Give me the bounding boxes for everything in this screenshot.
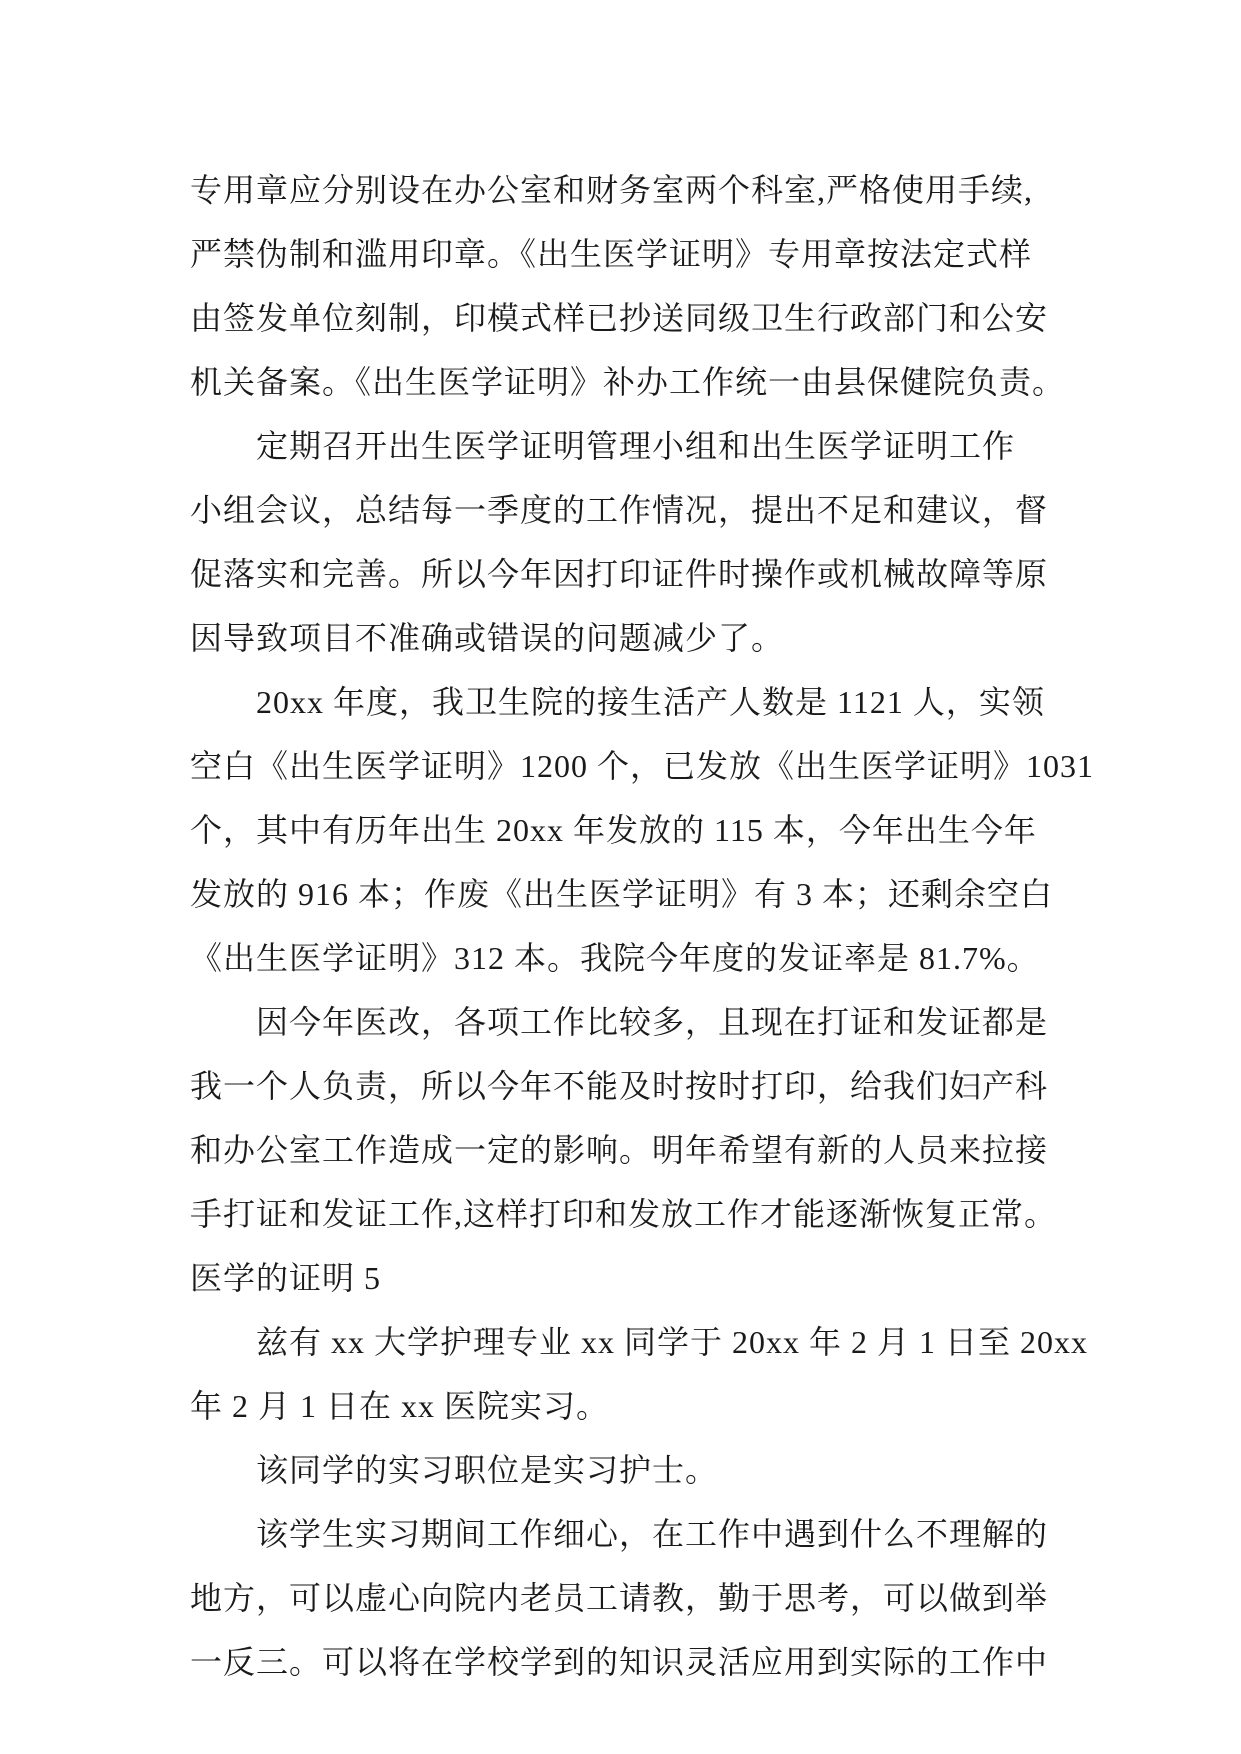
text-line: 年 2 月 1 日在 xx 医院实习。 xyxy=(190,1388,610,1424)
text-line: 和办公室工作造成一定的影响。明年希望有新的人员来拉接 xyxy=(190,1132,1049,1168)
paragraph xyxy=(190,1438,1090,1502)
text-line: 手打证和发证工作,这样打印和发放工作才能逐渐恢复正常。 xyxy=(190,1196,1058,1232)
text-line: 因导致项目不准确或错误的问题减少了。 xyxy=(190,620,785,656)
text-line: 由签发单位刻制，印模式样已抄送同级卫生行政部门和公安 xyxy=(190,300,1049,336)
text-line: 空白《出生医学证明》1200 个，已发放《出生医学证明》1031 xyxy=(190,748,1095,784)
text-line: 严禁伪制和滥用印章。《出生医学证明》专用章按法定式样 xyxy=(190,236,1033,272)
text-line: 促落实和完善。所以今年因打印证件时操作或机械故障等原 xyxy=(190,556,1049,592)
text-line: 20xx 年度，我卫生院的接生活产人数是 1121 人，实领 xyxy=(256,684,1045,720)
text-line: 该学生实习期间工作细心，在工作中遇到什么不理解的 xyxy=(256,1516,1049,1552)
paragraph xyxy=(190,1502,1090,1694)
text-line: 个，其中有历年出生 20xx 年发放的 115 本，今年出生今年 xyxy=(190,812,1037,848)
text-line: 发放的 916 本；作废《出生医学证明》有 3 本；还剩余空白 xyxy=(190,876,1054,912)
paragraph xyxy=(190,1310,1090,1438)
text-line: 地方，可以虚心向院内老员工请教，勤于思考，可以做到举 xyxy=(190,1580,1049,1616)
paragraph xyxy=(190,158,1090,414)
paragraph xyxy=(190,990,1090,1246)
text-line: 我一个人负责，所以今年不能及时按时打印，给我们妇产科 xyxy=(190,1068,1049,1104)
paragraph xyxy=(190,670,1095,990)
text-line: 因今年医改，各项工作比较多，且现在打证和发证都是 xyxy=(256,1004,1049,1040)
text-line: 该同学的实习职位是实习护士。 xyxy=(256,1452,719,1488)
paragraph xyxy=(190,414,1090,670)
text-line: 一反三。可以将在学校学到的知识灵活应用到实际的工作中 xyxy=(190,1644,1049,1680)
section-heading: 医学的证明 5 xyxy=(190,1260,382,1296)
text-line: 专用章应分别设在办公室和财务室两个科室,严格使用手续, xyxy=(190,172,1034,208)
text-line: 定期召开出生医学证明管理小组和出生医学证明工作 xyxy=(256,428,1016,464)
text-line: 兹有 xx 大学护理专业 xx 同学于 20xx 年 2 月 1 日至 20xx xyxy=(256,1324,1089,1360)
text-line: 小组会议，总结每一季度的工作情况，提出不足和建议，督 xyxy=(190,492,1049,528)
text-line: 《出生医学证明》312 本。我院今年度的发证率是 81.7%。 xyxy=(190,940,1040,976)
document-body xyxy=(190,158,1095,1694)
text-line: 机关备案。《出生医学证明》补办工作统一由县保健院负责。 xyxy=(190,364,1066,400)
